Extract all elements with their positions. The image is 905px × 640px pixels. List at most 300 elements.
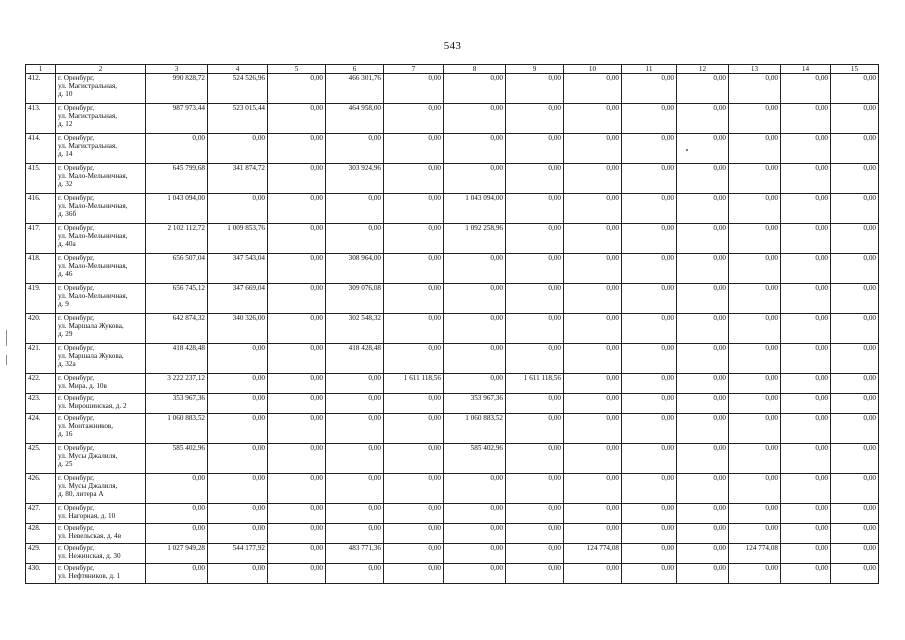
amount-cell: 0,00 [208,444,268,474]
address-cell [56,474,146,504]
amount-cell: 0,00 [781,414,831,444]
amount-cell: 0,00 [506,254,564,284]
amount-cell: 0,00 [326,564,384,584]
address-cell [56,504,146,524]
address-line: д. 32а [58,360,76,368]
amount-cell: 0,00 [564,314,622,344]
address-line: ул. Невельская, д. 4в [58,532,122,540]
amount-cell: 0,00 [506,164,564,194]
amount-cell: 656 745,12 [146,284,208,314]
amount-cell: 0,00 [781,474,831,504]
amount-cell: 308 964,00 [326,254,384,284]
amount-cell: 0,00 [831,544,879,564]
amount-cell: 0,00 [384,394,444,414]
row-number-cell: 422. [26,374,56,394]
address-cell [56,564,146,584]
amount-cell: 0,00 [677,564,729,584]
amount-cell: 0,00 [622,164,677,194]
address-line: ул. Монтажников, [58,422,114,430]
amount-cell: 0,00 [326,224,384,254]
address-cell [56,344,146,374]
amount-cell: 0,00 [444,164,506,194]
address-cell [56,104,146,134]
amount-cell: 0,00 [781,444,831,474]
amount-cell: 0,00 [268,524,326,544]
amount-cell: 418 428,48 [326,344,384,374]
amount-cell: 0,00 [622,134,677,164]
amount-cell: 0,00 [384,474,444,504]
amount-cell: 0,00 [444,374,506,394]
amount-cell: 0,00 [506,224,564,254]
amount-cell: 0,00 [831,564,879,584]
amount-cell: 0,00 [622,344,677,374]
address-line: г. Оренбург, [58,564,95,572]
amount-cell: 1 043 094,00 [146,194,208,224]
amount-cell: 0,00 [268,544,326,564]
column-number-header: 11 [622,65,677,74]
amount-cell: 0,00 [622,194,677,224]
amount-cell: 0,00 [622,474,677,504]
row-number-cell: 413. [26,104,56,134]
row-number-cell: 421. [26,344,56,374]
amount-cell: 303 924,96 [326,164,384,194]
amount-cell: 0,00 [564,254,622,284]
amount-cell: 0,00 [677,524,729,544]
amount-cell: 0,00 [729,284,781,314]
amount-cell: 0,00 [622,524,677,544]
column-number-row [26,65,879,74]
address-line: д. 36б [58,210,77,218]
amount-cell: 0,00 [677,344,729,374]
amount-cell: 0,00 [268,104,326,134]
amount-cell: 466 301,76 [326,74,384,104]
amount-cell: 0,00 [729,164,781,194]
table-row [26,524,879,544]
address-cell [56,164,146,194]
amount-cell: 0,00 [384,504,444,524]
amount-cell: 1 060 883,52 [146,414,208,444]
amount-cell: 0,00 [384,544,444,564]
amount-cell: 0,00 [208,504,268,524]
table-row [26,394,879,414]
amount-cell: 0,00 [729,504,781,524]
amount-cell: 347 543,04 [208,254,268,284]
amount-cell: 0,00 [564,444,622,474]
amount-cell: 0,00 [146,474,208,504]
address-cell [56,194,146,224]
amount-cell: 0,00 [444,544,506,564]
column-number-header: 15 [831,65,879,74]
amount-cell: 585 402,96 [146,444,208,474]
amount-cell: 0,00 [831,194,879,224]
amount-cell: 0,00 [384,314,444,344]
amount-cell: 0,00 [622,224,677,254]
amount-cell: 0,00 [781,134,831,164]
amount-cell: 418 428,48 [146,344,208,374]
address-line: ул. Мира, д. 10в [58,382,107,390]
amount-cell: 0,00 [268,284,326,314]
amount-cell: 524 526,96 [208,74,268,104]
amount-cell: 0,00 [781,284,831,314]
amount-cell: 0,00 [326,194,384,224]
amount-cell: 0,00 [268,394,326,414]
address-line: ул. Нежинская, д. 30 [58,552,121,560]
amount-cell: 124 774,08 [729,544,781,564]
amount-cell: 0,00 [268,444,326,474]
amount-cell: 1 043 094,00 [444,194,506,224]
amount-cell: 0,00 [506,544,564,564]
address-line: г. Оренбург, [58,474,95,482]
amount-cell: 0,00 [831,344,879,374]
amount-cell: 0,00 [208,524,268,544]
table-row [26,344,879,374]
row-number-cell: 420. [26,314,56,344]
address-line: г. Оренбург, [58,524,95,532]
page-number: 543 [443,40,462,52]
address-line: ул. Мало-Мельничная, [58,172,128,180]
amount-cell: 0,00 [326,394,384,414]
amount-cell: 0,00 [506,394,564,414]
table-row [26,414,879,444]
table-row [26,194,879,224]
address-line: д. 25 [58,460,73,468]
address-line: г. Оренбург, [58,74,95,82]
amount-cell: 642 874,32 [146,314,208,344]
address-line: г. Оренбург, [58,504,95,512]
address-line: г. Оренбург, [58,314,95,322]
table-row [26,134,879,164]
table-row [26,104,879,134]
amount-cell: 0,00 [268,194,326,224]
address-cell [56,524,146,544]
amount-cell: 0,00 [831,254,879,284]
row-number-cell: 415. [26,164,56,194]
row-number-cell: 414. [26,134,56,164]
amount-cell: 0,00 [208,564,268,584]
amount-cell: 0,00 [781,74,831,104]
table-row [26,284,879,314]
amount-cell: 0,00 [384,524,444,544]
amount-cell: 302 548,32 [326,314,384,344]
address-line: ул. Мирошинская, д. 2 [58,402,127,410]
row-number-cell: 423. [26,394,56,414]
row-number-cell: 426. [26,474,56,504]
amount-cell: 0,00 [677,504,729,524]
amount-cell: 585 402,96 [444,444,506,474]
amount-cell: 0,00 [729,344,781,374]
amount-cell: 0,00 [677,394,729,414]
amount-cell: 0,00 [781,394,831,414]
address-line: д. 9 [58,300,69,308]
amount-cell: 0,00 [831,134,879,164]
amount-cell: 0,00 [729,564,781,584]
amount-cell: 0,00 [677,414,729,444]
amount-cell: 0,00 [781,194,831,224]
column-number-header: 2 [56,65,146,74]
amount-cell: 0,00 [146,504,208,524]
amount-cell: 0,00 [781,504,831,524]
amount-cell: 0,00 [564,284,622,314]
amount-cell: 523 015,44 [208,104,268,134]
amount-cell: 0,00 [268,504,326,524]
amount-cell: 0,00 [729,254,781,284]
amount-cell: 3 222 237,12 [146,374,208,394]
address-line: д. 46 [58,270,73,278]
amount-cell: 0,00 [444,284,506,314]
address-line: г. Оренбург, [58,544,95,552]
amount-cell: 544 177,92 [208,544,268,564]
amount-cell: 0,00 [781,224,831,254]
amount-cell: 0,00 [781,524,831,544]
address-cell [56,284,146,314]
column-number-header: 14 [781,65,831,74]
amount-cell: 645 799,68 [146,164,208,194]
amount-cell: 0,00 [831,414,879,444]
amount-cell: 0,00 [622,314,677,344]
amount-cell: 0,00 [622,564,677,584]
amount-cell: 990 828,72 [146,74,208,104]
address-line: д. 16 [58,430,73,438]
address-line: ул. Мусы Джалиля, [58,452,118,460]
amount-cell: 0,00 [622,414,677,444]
amount-cell: 0,00 [444,254,506,284]
amount-cell: 0,00 [146,564,208,584]
address-cell [56,224,146,254]
amount-cell: 0,00 [677,374,729,394]
address-line: г. Оренбург, [58,414,95,422]
amount-cell: 0,00 [444,104,506,134]
amount-cell: 0,00 [564,344,622,374]
amount-cell: 1 092 258,96 [444,224,506,254]
amount-cell: 0,00 [831,444,879,474]
address-line: ул. Маршала Жукова, [58,352,124,360]
address-line: д. 80, литера А [58,490,104,498]
amount-cell: 0,00 [384,444,444,474]
amount-cell: 0,00 [384,164,444,194]
address-line: ул. Магистральная, [58,112,118,120]
address-line: г. Оренбург, [58,394,95,402]
address-line: ул. Нагорная, д. 10 [58,512,116,520]
amount-cell: 0,00 [326,474,384,504]
amount-cell: 124 774,08 [564,544,622,564]
amount-cell: 0,00 [677,254,729,284]
address-line: г. Оренбург, [58,194,95,202]
amount-cell: 0,00 [677,164,729,194]
amount-cell: 0,00 [384,194,444,224]
amount-cell: 0,00 [326,504,384,524]
amount-cell: 0,00 [384,224,444,254]
amount-cell: 0,00 [729,394,781,414]
column-number-header: 3 [146,65,208,74]
column-number-header: 12 [677,65,729,74]
column-number-header: 4 [208,65,268,74]
amount-cell: 0,00 [326,414,384,444]
amount-cell: 0,00 [506,104,564,134]
amount-cell: 1 027 949,28 [146,544,208,564]
address-line: д. 40а [58,240,76,248]
amount-cell: 0,00 [729,224,781,254]
amount-cell: 309 076,08 [326,284,384,314]
amount-cell: 0,00 [622,74,677,104]
amount-cell: 0,00 [208,374,268,394]
amount-cell: 340 326,00 [208,314,268,344]
amount-cell: 987 973,44 [146,104,208,134]
amount-cell: 0,00 [781,544,831,564]
address-line: г. Оренбург, [58,374,95,382]
amount-cell: 0,00 [444,474,506,504]
amount-cell: 0,00 [326,374,384,394]
amount-cell: 0,00 [729,134,781,164]
amount-cell: 0,00 [268,414,326,444]
amount-cell: 0,00 [268,224,326,254]
amount-cell: 341 874,72 [208,164,268,194]
address-line: г. Оренбург, [58,344,95,352]
amount-cell: 0,00 [729,374,781,394]
row-number-cell: 412. [26,74,56,104]
address-line: г. Оренбург, [58,444,95,452]
column-number-header: 9 [506,65,564,74]
column-number-header: 10 [564,65,622,74]
amount-cell: 0,00 [208,344,268,374]
row-number-cell: 428. [26,524,56,544]
column-number-header: 13 [729,65,781,74]
address-line: ул. Мало-Мельничная, [58,202,128,210]
amount-cell: 464 958,00 [326,104,384,134]
amount-cell: 0,00 [677,444,729,474]
amount-cell: 0,00 [831,474,879,504]
amount-cell: 0,00 [564,374,622,394]
amount-cell: 0,00 [831,314,879,344]
address-line: г. Оренбург, [58,254,95,262]
amount-cell: 0,00 [831,284,879,314]
amount-cell: 0,00 [384,564,444,584]
data-table [25,64,879,584]
amount-cell: 0,00 [268,74,326,104]
amount-cell: 0,00 [384,134,444,164]
amount-cell: 0,00 [444,344,506,374]
row-number-cell: 425. [26,444,56,474]
amount-cell: 0,00 [677,194,729,224]
margin-mark [6,330,7,346]
amount-cell: 0,00 [146,134,208,164]
amount-cell: 0,00 [831,394,879,414]
amount-cell: 0,00 [729,444,781,474]
amount-cell: 0,00 [622,254,677,284]
row-number-cell: 419. [26,284,56,314]
amount-cell: 0,00 [506,134,564,164]
amount-cell: 1 611 118,56 [506,374,564,394]
margin-mark [6,355,7,365]
amount-cell: 0,00 [506,564,564,584]
amount-cell: 0,00 [622,544,677,564]
amount-cell: 0,00 [564,414,622,444]
amount-cell: 0,00 [506,74,564,104]
row-number-cell: 416. [26,194,56,224]
amount-cell: 0,00 [444,314,506,344]
amount-cell: 0,00 [268,474,326,504]
table-row [26,224,879,254]
amount-cell: 0,00 [729,314,781,344]
amount-cell: 0,00 [622,284,677,314]
amount-cell: 0,00 [781,564,831,584]
amount-cell: 0,00 [831,74,879,104]
address-cell [56,314,146,344]
address-cell [56,374,146,394]
amount-cell: 0,00 [729,524,781,544]
amount-cell: 0,00 [564,524,622,544]
amount-cell: 0,00 [831,224,879,254]
table-row [26,474,879,504]
row-number-cell: 429. [26,544,56,564]
row-number-cell: 424. [26,414,56,444]
amount-cell: 483 771,36 [326,544,384,564]
amount-cell: 0,00 [564,504,622,524]
amount-cell: 0,00 [781,254,831,284]
amount-cell: 0,00 [564,394,622,414]
address-line: г. Оренбург, [58,164,95,172]
address-cell [56,74,146,104]
row-number-cell: 427. [26,504,56,524]
amount-cell: 1 060 883,52 [444,414,506,444]
amount-cell: 0,00 [677,134,729,164]
amount-cell: 0,00 [384,284,444,314]
table-row [26,504,879,524]
row-number-cell: 417. [26,224,56,254]
amount-cell: 0,00 [208,414,268,444]
amount-cell: 0,00 [268,374,326,394]
row-number-cell: 418. [26,254,56,284]
amount-cell: 0,00 [729,74,781,104]
table-row [26,374,879,394]
amount-cell: 0,00 [729,104,781,134]
amount-cell: 0,00 [564,564,622,584]
address-line: г. Оренбург, [58,104,95,112]
amount-cell: 656 507,04 [146,254,208,284]
amount-cell: 0,00 [781,104,831,134]
amount-cell: 0,00 [781,314,831,344]
address-line: ул. Мало-Мельничная, [58,232,128,240]
amount-cell: 0,00 [564,104,622,134]
amount-cell: 0,00 [268,344,326,374]
amount-cell: 0,00 [506,474,564,504]
address-line: ул. Маршала Жукова, [58,322,124,330]
amount-cell: 0,00 [208,474,268,504]
amount-cell: 0,00 [564,474,622,504]
amount-cell: 0,00 [268,314,326,344]
amount-cell: 0,00 [729,194,781,224]
amount-cell: 0,00 [506,414,564,444]
amount-cell: 0,00 [208,134,268,164]
amount-cell: 0,00 [444,74,506,104]
address-line: ул. Магистральная, [58,142,118,150]
amount-cell: 0,00 [729,474,781,504]
amount-cell: 0,00 [622,374,677,394]
column-number-header: 1 [26,65,56,74]
amount-cell: 0,00 [622,104,677,134]
amount-cell: 0,00 [831,374,879,394]
amount-cell: 0,00 [831,164,879,194]
amount-cell: 0,00 [506,314,564,344]
amount-cell: 0,00 [564,194,622,224]
amount-cell: 0,00 [677,474,729,504]
amount-cell: 0,00 [677,314,729,344]
amount-cell: 0,00 [444,524,506,544]
amount-cell: 0,00 [564,164,622,194]
amount-cell: 0,00 [384,254,444,284]
address-cell [56,134,146,164]
amount-cell: 0,00 [622,444,677,474]
amount-cell: 347 669,04 [208,284,268,314]
